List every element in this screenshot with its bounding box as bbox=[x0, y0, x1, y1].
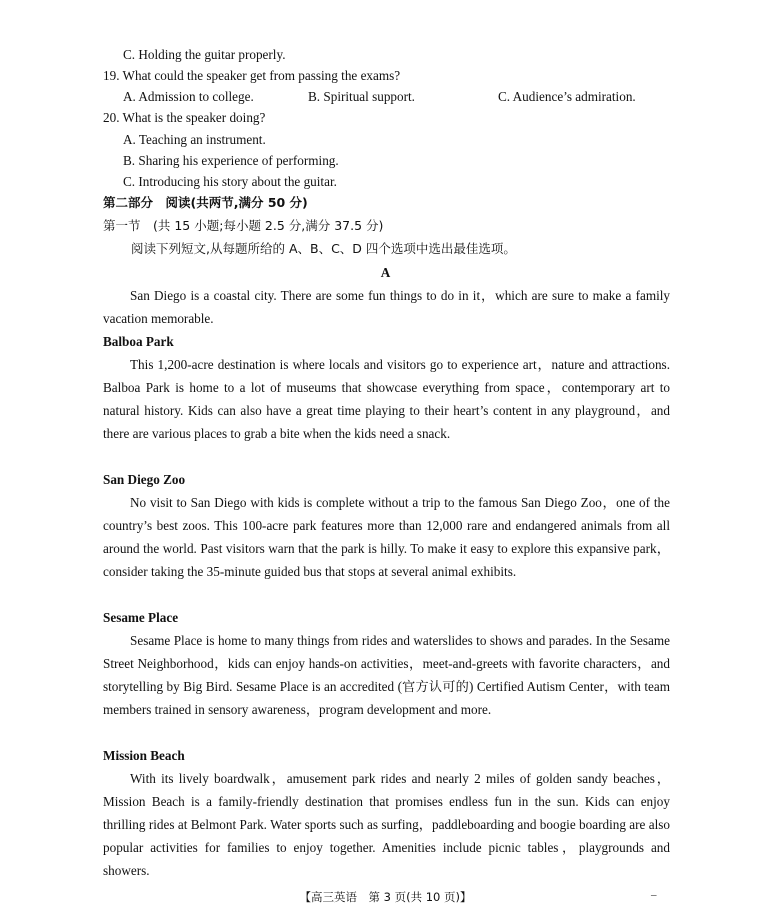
q19-option-b: B. Spiritual support. bbox=[308, 89, 415, 104]
paragraph-balboa-park: This 1,200-acre destination is where locals and visitors go to experience art，nature and attractions. Balboa Park is home to a lot of museums that showcase everything from space，contemporary art to natural history. Kids can also have a great time playing to their heart’s content in any playground，and there are various places to grab a bite when the kids need a snack. bbox=[103, 357, 670, 441]
paragraph-san-diego-zoo: No visit to San Diego with kids is complete without a trip to the famous San Diego Zoo，one of the country’s best zoos. This 100-acre park features more than 12,000 rare and endangered animals from all around the world. Past visitors warn that the park is hilly. To make it easy to explore this expansive park，consider taking the 35-minute guided bus that stops at several animal exhibits. bbox=[103, 495, 670, 579]
heading-mission-beach: Mission Beach bbox=[103, 748, 185, 763]
q19-option-c: C. Audience’s admiration. bbox=[498, 89, 636, 104]
heading-balboa-park: Balboa Park bbox=[103, 334, 174, 349]
passage-intro: San Diego is a coastal city. There are some fun things to do in it，which are sure to make a family vacation memorable. bbox=[103, 288, 670, 326]
part2-title: 第二部分 阅读(共两节,满分 50 分) bbox=[103, 195, 308, 210]
heading-san-diego-zoo: San Diego Zoo bbox=[103, 472, 186, 487]
paragraph-sesame-place: Sesame Place is home to many things from rides and waterslides to shows and parades. In the Sesame Street Neighborhood，kids can enjoy hands-on activities，meet-and-greets with favorite characters，and storytelling by Big Bird. Sesame Place is an accredited (官方认可的) Certified Autism Center，with team members trained in sensory awareness，program development and more. bbox=[103, 633, 670, 717]
q20-option-a: A. Teaching an instrument. bbox=[123, 132, 266, 147]
page-footer: 【高三英语 第 3 页(共 10 页)】 bbox=[299, 890, 472, 904]
footer-mark: – bbox=[651, 889, 657, 901]
passage-label: A bbox=[380, 265, 391, 280]
heading-sesame-place: Sesame Place bbox=[103, 610, 179, 625]
section1-title: 第一节 (共 15 小题;每小题 2.5 分,满分 37.5 分) bbox=[103, 218, 384, 233]
q20-stem: 20. What is the speaker doing? bbox=[103, 110, 266, 125]
q20-option-c: C. Introducing his story about the guitar. bbox=[123, 174, 337, 189]
q19-option-a: A. Admission to college. bbox=[123, 89, 254, 104]
q20-option-b: B. Sharing his experience of performing. bbox=[123, 153, 339, 168]
paragraph-mission-beach: With its lively boardwalk，amusement park rides and nearly 2 miles of golden sandy beaches，Mission Beach is a family-friendly destination that promises endless fun in the sun. Kids can enjoy thrilling rides at Belmont Park. Water sports such as surfing，paddleboarding and boogie boarding are also popular activities for families to enjoy together. Amenities include picnic tables，playgrounds and showers. bbox=[103, 771, 670, 878]
q19-stem: 19. What could the speaker get from passing the exams? bbox=[103, 68, 401, 83]
instruction: 阅读下列短文,从每题所给的 A、B、C、D 四个选项中选出最佳选项。 bbox=[131, 241, 516, 256]
q18-option-c: C. Holding the guitar properly. bbox=[123, 47, 286, 62]
